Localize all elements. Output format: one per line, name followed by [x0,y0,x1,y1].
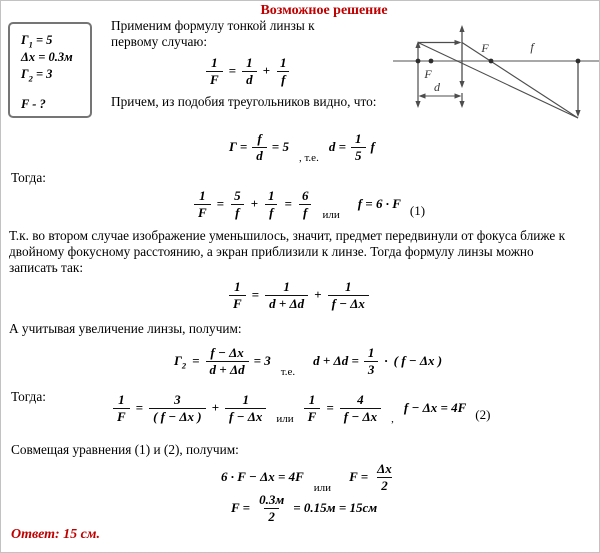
rhs: f [370,139,375,155]
denominator: F [229,295,246,311]
equation-number: (1) [409,203,426,219]
fraction [113,393,130,423]
denominator: f − Δx [340,408,381,424]
denominator: f [231,204,243,220]
connective-or: или [322,209,340,222]
fraction [194,189,211,219]
rhs: f − Δx = 4F [403,400,467,416]
fraction [255,493,288,523]
formula-magnification-1 [229,131,375,165]
denominator: F [113,408,130,424]
given-line [21,66,86,83]
denominator: F [304,408,321,424]
equals-value: = 3 [253,353,271,369]
mid-expression: d = [328,139,346,155]
rhs: f = 6 · F [357,196,401,212]
fraction [229,280,246,310]
fraction [265,280,308,310]
formula-result [231,493,377,523]
lhs-symbol [174,353,186,369]
paragraph-magnification: А учитывая увеличение линзы, получим: [9,321,242,336]
denominator: d [252,147,267,163]
paragraph-then-1: Тогда: [11,170,46,185]
denominator: f [265,204,277,220]
connective-ie: , т.е. [298,152,319,165]
numerator: 1 [234,279,241,294]
numerator: f [257,131,262,146]
numerator: 3 [174,392,181,407]
fraction [264,189,279,219]
numerator: 1 [242,392,249,407]
fraction [276,56,291,86]
given-subscript: 1 [28,39,33,50]
numerator: 1 [280,55,287,70]
numerator: 1 [246,55,253,70]
numerator: 4 [357,392,364,407]
image-down-arrowhead [575,110,580,117]
equals-value: = 5 [271,139,289,155]
numerator: 6 [301,188,309,203]
numerator: 0.3м [259,492,285,507]
equals-sign: = [135,400,144,416]
equals-sign: = [192,353,200,369]
mid-expression: d + Δd = [313,353,359,369]
paragraph-similar-triangles: Причем, из подобия треугольников видно, что: [111,94,377,109]
numerator: 1 [308,392,316,407]
denominator: d + Δd [265,295,308,311]
formula-equation-2 [113,392,491,426]
refracted-ray-line [462,43,578,119]
fraction [364,346,379,376]
lens-bottom-arrowhead [459,81,464,88]
comma: , [391,413,394,426]
denominator: f − Δx [328,295,369,311]
denominator: f − Δx [225,408,266,424]
formula-thin-lens [206,56,291,86]
numerator: 1 [118,392,125,407]
denominator: f [299,204,311,220]
denominator: 2 [264,508,279,524]
denominator: F [194,204,211,220]
right-focus-dot [489,59,494,64]
paragraph-then-2: Тогда: [11,389,46,404]
numerator: Δx [377,461,392,476]
denominator: 3 [364,361,379,377]
fraction [373,462,396,492]
fraction [340,393,381,423]
plus-sign: + [250,196,259,212]
page-title: Возможное решение [260,3,388,18]
denominator: 2 [377,477,392,493]
paragraph-combine-equations: Совмещая уравнения (1) и (2), получим: [11,442,239,457]
fraction [328,280,369,310]
given-subscript: 2 [28,73,33,84]
denominator: d + Δd [206,361,249,377]
equals-sign: = [284,196,292,212]
connective-or: или [276,413,294,426]
paragraph-second-case: Т.к. во втором случае изображение уменьшилось, значит, предмет передвинули от фокуса ближе к двойному фокусному расстоянию, а экран приблизили к линзе. Тогда формулу линзы можно записать так: [9,228,566,276]
equals-sign: = [251,287,260,303]
denominator: f [277,71,289,87]
given-symbol: Γ [21,33,29,47]
image-base-dot [576,59,581,64]
left-focus-dot [429,59,434,64]
numerator: 1 [268,188,275,203]
equals-sign: = [326,400,334,416]
numerator: 1 [283,279,290,294]
lens-top-arrowhead [459,25,464,32]
fraction [298,189,313,219]
denominator: ( f − Δx ) [149,408,206,424]
left-focus-label: F [424,67,432,81]
ray-right-arrowhead [455,40,462,45]
numerator: 1 [367,345,375,360]
plus-sign: + [314,287,322,303]
denominator: d [242,71,257,87]
fraction [206,56,223,86]
given-value: = 5 [32,33,53,47]
given-symbol: Δx [21,50,36,64]
lhs: Γ = [229,139,248,155]
answer-text: Ответ: 15 см. [11,527,100,542]
given-data-box [8,22,92,118]
fraction [225,393,266,423]
mid-expression: F = [349,469,369,485]
numerator: 5 [234,188,241,203]
d-left-arrowhead [419,93,426,98]
formula-magnification-2 [174,345,443,379]
numerator: 1 [355,131,362,146]
given-symbol: Γ [21,67,29,81]
lhs: F = [231,500,251,516]
object-base-dot [416,59,421,64]
image-distance-label: f [530,40,534,54]
given-line [21,32,86,49]
dot-operator: · [384,353,388,369]
equals-sign: = [228,63,237,79]
paragraph-apply-formula: Применим формулу тонкой линзы к первому случаю: [111,18,315,50]
plus-sign: + [262,63,271,79]
numerator: 1 [211,55,218,70]
fraction [252,132,267,162]
fraction [206,346,249,376]
lens-ray-diagram [389,16,600,126]
given-line [21,49,86,66]
given-value: = 3 [32,67,53,81]
formula-equation-1 [194,188,426,222]
rhs: ( f − Δx ) [393,353,443,369]
lhs: 6 · F − Δx = 4F [221,469,304,485]
fraction [304,393,321,423]
right-focus-label: F [481,41,489,55]
fraction [242,56,257,86]
object-distance-label: d [434,80,440,94]
numerator: 1 [199,188,206,203]
equation-number: (2) [475,407,491,423]
lens-extension-down-arrowhead [459,101,464,108]
equals-sign: = [216,196,225,212]
numerator: f − Δx [210,345,244,360]
central-ray-line [418,43,578,119]
subscript: 2 [181,360,187,371]
fraction [149,393,206,423]
given-value: = 0.3м [35,50,73,64]
connective-ie: т.е. [280,366,296,379]
formula-combined [221,461,396,495]
gamma-symbol: Γ [174,353,182,369]
formula-lens-second-case [229,280,369,310]
denominator: F [206,71,223,87]
object-extension-down-arrowhead [415,101,420,108]
fraction [351,132,366,162]
given-question: F - ? [21,97,46,111]
connective-or: или [313,482,332,495]
rhs: = 0.15м = 15см [293,500,378,516]
fraction [230,189,245,219]
numerator: 1 [345,279,352,294]
plus-sign: + [211,400,220,416]
denominator: 5 [351,147,366,163]
d-right-arrowhead [455,93,462,98]
